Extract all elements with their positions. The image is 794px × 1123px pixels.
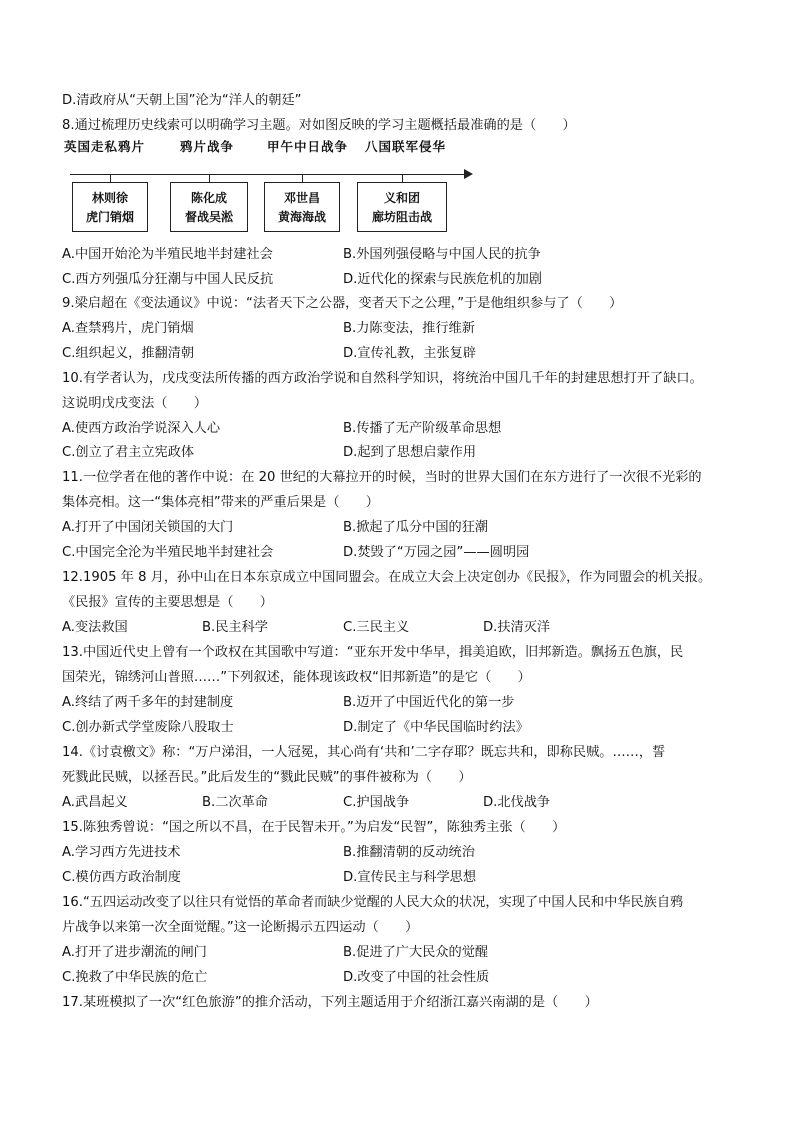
- q14-stem-line2: 死戮此民贼，以拯吾民。”此后发生的“戮此民贼”的事件被称为（ ）: [62, 770, 472, 785]
- q15-stem: 15.陈独秀曾说：“国之所以不昌，在于民智未开。”为启发“民智”，陈独秀主张（ ）: [62, 820, 566, 835]
- q11-option-a[interactable]: A.打开了中国闭关锁国的大门: [62, 520, 234, 535]
- timeline-event-4: 八国联军侵华: [365, 139, 447, 154]
- timeline-box-line: 廊坊阻击战: [371, 210, 432, 224]
- q16-stem-line1: 16.“五四运动改变了以往只有觉悟的革命者而缺少觉醒的人民大众的状况，实现了中国人民和中华民族自鸦: [62, 895, 684, 910]
- q13-option-b[interactable]: B.迈开了中国近代化的第一步: [343, 695, 515, 710]
- timeline-event-3: 甲午中日战争: [267, 139, 349, 154]
- q15-option-a[interactable]: A.学习西方先进技术: [62, 845, 181, 860]
- q12-option-c[interactable]: C.三民主义: [343, 620, 410, 635]
- q11-option-d[interactable]: D.焚毁了“万园之园”——圆明园: [343, 545, 530, 560]
- timeline-arrow-icon: [464, 169, 473, 179]
- timeline-box-line: 邓世昌: [283, 191, 320, 205]
- q17-stem: 17.某班模拟了一次“红色旅游”的推介活动，下列主题适用于介绍浙江嘉兴南湖的是（ ）: [62, 995, 598, 1010]
- timeline-event-2: 鸦片战争: [180, 139, 235, 154]
- q8-timeline-figure: [62, 137, 482, 247]
- q10-option-a[interactable]: A.使西方政治学说深入人心: [62, 421, 221, 436]
- q13-option-d[interactable]: D.制定了《中华民国临时约法》: [343, 720, 529, 735]
- q13-option-a[interactable]: A.终结了两千多年的封建制度: [62, 695, 234, 710]
- q12-option-a[interactable]: A.变法救国: [62, 620, 128, 635]
- q10-stem-line2: 这说明戊戌变法（ ）: [62, 396, 208, 411]
- q14-option-a[interactable]: A.武昌起义: [62, 795, 128, 810]
- timeline-box-line: 义和团: [383, 191, 420, 205]
- q11-stem-line1: 11.一位学者在他的著作中说：在 20 世纪的大幕拉开的时候，当时的世界大国们在东方进行了一次很不光彩的: [62, 470, 702, 485]
- timeline-box-1: [72, 182, 148, 232]
- timeline-box-3: [264, 182, 340, 232]
- timeline-box-line: 督战吴淞: [184, 210, 233, 224]
- q13-option-c[interactable]: C.创办新式学堂废除八股取士: [62, 720, 234, 735]
- timeline-event-1: 英国走私鸦片: [64, 139, 146, 154]
- q16-option-d[interactable]: D.改变了中国的社会性质: [343, 970, 490, 985]
- timeline-box-line: 黄海海战: [277, 210, 326, 224]
- timeline-box-2: [170, 182, 248, 232]
- q12-stem-line1: 12.1905 年 8 月，孙中山在日本东京成立中国同盟会。在成立大会上决定创办《民报》，作为同盟会的机关报。: [62, 570, 712, 585]
- q12-option-d[interactable]: D.扶清灭洋: [483, 620, 551, 635]
- q16-option-b[interactable]: B.促进了广大民众的觉醒: [343, 945, 489, 960]
- q11-option-c[interactable]: C.中国完全沦为半殖民地半封建社会: [62, 545, 274, 560]
- q16-option-c[interactable]: C.挽救了中华民族的危亡: [62, 970, 208, 985]
- q9-option-a[interactable]: A.查禁鸦片，虎门销烟: [62, 321, 194, 336]
- q9-stem: 9.梁启超在《变法通议》中说：“法者天下之公器，变者天下之公理，”于是他组织参与了（ ）: [62, 296, 623, 311]
- q8-option-a[interactable]: A.中国开始沦为半殖民地半封建社会: [62, 247, 273, 262]
- timeline-box-line: 陈化成: [190, 191, 227, 205]
- q10-option-b[interactable]: B.传播了无产阶级革命思想: [343, 421, 502, 436]
- q15-option-d[interactable]: D.宣传民主与科学思想: [343, 870, 477, 885]
- q12-stem-line2: 《民报》宣传的主要思想是（ ）: [62, 595, 273, 610]
- q16-option-a[interactable]: A.打开了进步潮流的闸门: [62, 945, 207, 960]
- q10-option-d[interactable]: D.起到了思想启蒙作用: [343, 445, 477, 460]
- q8-option-d[interactable]: D.近代化的探索与民族危机的加剧: [343, 272, 542, 287]
- timeline-box-line: 虎门销烟: [85, 210, 134, 224]
- q13-stem-line2: 国荣光，锦绣河山普照……”下列叙述，能体现该政权“旧邦新造”的是它（ ）: [62, 670, 531, 685]
- q8-option-c[interactable]: C.西方列强瓜分狂潮与中国人民反抗: [62, 272, 274, 287]
- timeline-box-4: [357, 182, 447, 232]
- q14-option-c[interactable]: C.护国战争: [343, 795, 410, 810]
- q14-stem-line1: 14.《讨袁檄文》称：“万户涕泪，一人冠冕，其心尚有‘共和’二字存耶？既忘共和，即称民贼。……，誓: [62, 745, 666, 760]
- q15-option-b[interactable]: B.推翻清朝的反动统治: [343, 845, 475, 860]
- q14-option-d[interactable]: D.北伐战争: [483, 795, 551, 810]
- q15-option-c[interactable]: C.模仿西方政治制度: [62, 870, 181, 885]
- q12-option-b[interactable]: B.民主科学: [202, 620, 268, 635]
- q10-option-c[interactable]: C.创立了君主立宪政体: [62, 445, 195, 460]
- q8-stem: 8.通过梳理历史线索可以明确学习主题。对如图反映的学习主题概括最准确的是（ ）: [62, 118, 576, 133]
- timeline-axis: [70, 174, 468, 175]
- q16-stem-line2: 片战争以来第一次全面觉醒。”这一论断揭示五四运动（ ）: [62, 920, 419, 935]
- q9-option-d[interactable]: D.宣传礼教，主张复辟: [343, 346, 477, 361]
- q13-stem-line1: 13.中国近代史上曾有一个政权在其国歌中写道：“亚东开发中华早，揖美追欧，旧邦新造。飘扬五色旗，民: [62, 645, 684, 660]
- timeline-box-line: 林则徐: [91, 191, 128, 205]
- q14-option-b[interactable]: B.二次革命: [202, 795, 268, 810]
- q9-option-c[interactable]: C.组织起义，推翻清朝: [62, 346, 195, 361]
- q9-option-b[interactable]: B.力陈变法，推行维新: [343, 321, 475, 336]
- q10-stem-line1: 10.有学者认为，戊戌变法所传播的西方政治学说和自然科学知识，将统治中国几千年的封建思想打开了缺口。: [62, 371, 703, 386]
- q11-stem-line2: 集体亮相。这一“集体亮相”带来的严重后果是（ ）: [62, 495, 379, 510]
- q7-option-d: D.清政府从“天朝上国”沦为“洋人的朝廷”: [62, 93, 302, 108]
- q8-option-b[interactable]: B.外国列强侵略与中国人民的抗争: [343, 247, 541, 262]
- q11-option-b[interactable]: B.掀起了瓜分中国的狂潮: [343, 520, 489, 535]
